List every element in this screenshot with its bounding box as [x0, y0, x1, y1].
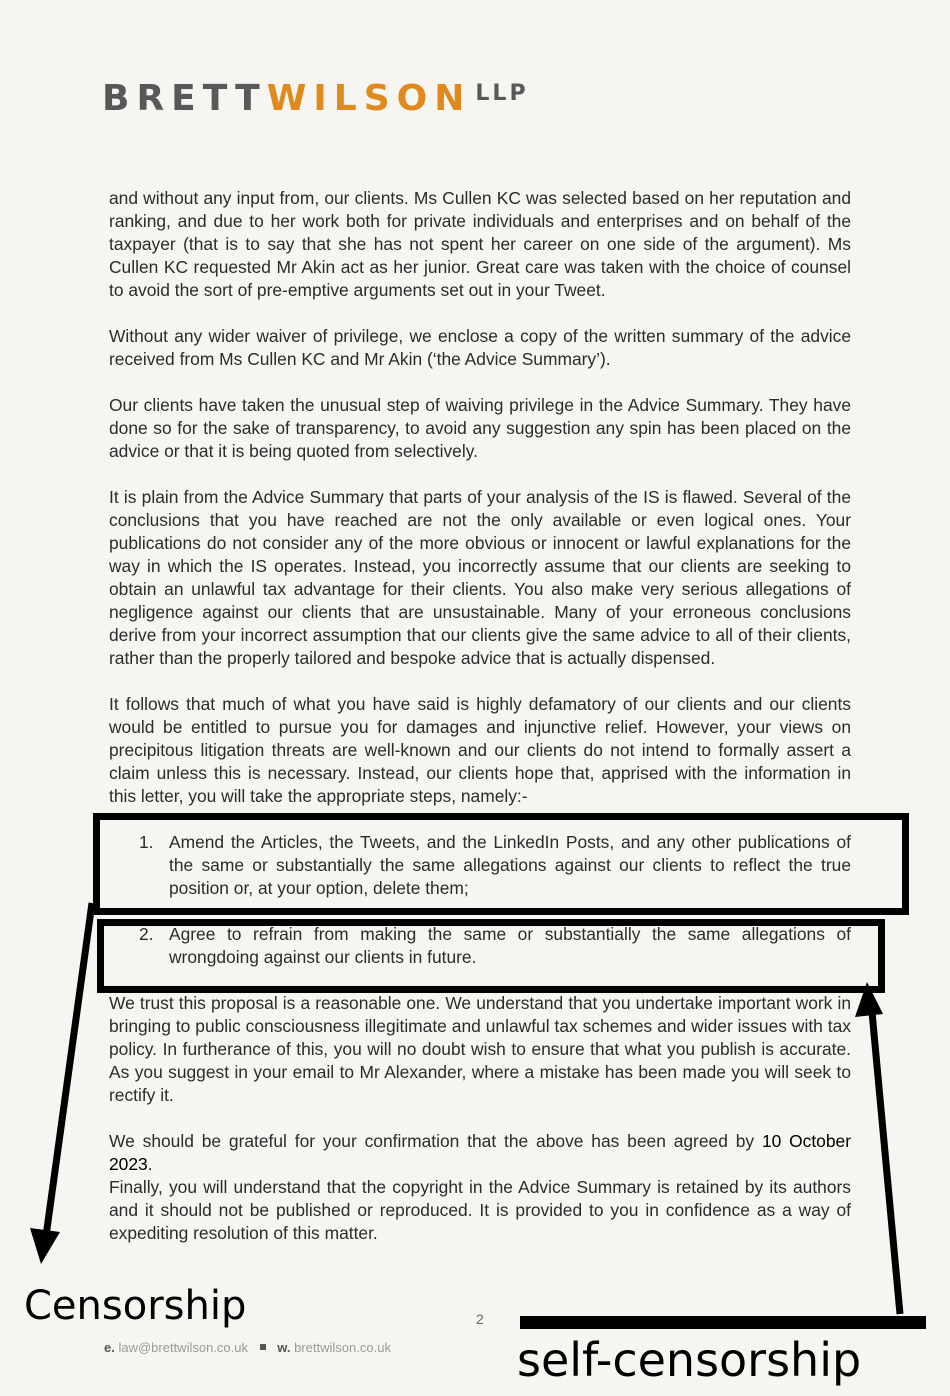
paragraph-proposal: We trust this proposal is a reasonable one. We understand that you undertake important work in bringing to public consciousness illegitimate and unlawful tax schemes and wider issues with tax policy. In furtherance of this, you will no doubt wish to ensure that what you publish is accurate. As you suggest in your email to Mr Alexander, where a mistake has been made you will seek to rectify it. [109, 993, 851, 1105]
footer-contact [104, 1340, 391, 1355]
web-label: w. [277, 1340, 291, 1355]
list-number: 2. [139, 924, 154, 944]
footer-separator [260, 1344, 266, 1350]
paragraph-defamatory: It follows that much of what you have said is highly defamatory of our clients and our clients would be entitled to pursue you for damages and injunctive relief. However, your views on precipitous litigation threats are well-known and our clients do not intend to formally assert a claim unless this is necessary. Instead, our clients hope that, apprised with the information in this letter, you will take the appropriate steps, namely:- [109, 694, 851, 806]
deadline-date: 10 October 2023 [109, 1131, 851, 1174]
logo-wilson: WILSON [266, 78, 472, 119]
logo-llp: LLP [475, 81, 529, 106]
censorship-label: Censorship [24, 1283, 247, 1329]
footer-website-link[interactable]: brettwilson.co.uk [294, 1340, 391, 1355]
self-censorship-label: self-censorship [517, 1333, 862, 1387]
paragraph-waiving: Our clients have taken the unusual step of waiving privilege in the Advice Summary. They have done so for the sake of transparency, to avoid any suggestion any spin has been placed on the advice or that it is being quoted from selectively. [109, 395, 851, 461]
paragraph-counsel: and without any input from, our clients. Ms Cullen KC was selected based on her reputation and ranking, and due to her work both for private individuals and enterprises and on behalf of the taxpayer (that is to say that she has not spent her career on one side of the argument). Ms Cullen KC requested Mr Akin act as her junior. Great care was taken with the choice of counsel to avoid the sort of pre-emptive arguments set out in your Tweet. [109, 188, 851, 300]
right-arrow [855, 982, 900, 1314]
left-arrow [30, 903, 92, 1264]
paragraph-privilege: Without any wider waiver of privilege, we enclose a copy of the written summary of the advice received from Ms Cullen KC and Mr Akin (‘the Advice Summary’). [109, 326, 851, 369]
list-number: 1. [139, 832, 154, 852]
confirmation-period: . [147, 1154, 153, 1174]
page-number: 2 [476, 1311, 484, 1327]
logo-brett: BRETT [102, 78, 267, 119]
footer-email-link[interactable]: law@brettwilson.co.uk [118, 1340, 248, 1355]
confirmation-text: We should be grateful for your confirmation that the above has been agreed by [109, 1131, 762, 1151]
paragraph-analysis: It is plain from the Advice Summary that parts of your analysis of the IS is flawed. Several of the conclusions that you have reached are not the only available or even logical ones. Your publications do not consider any of the more obvious or innocent or lawful explanations for the way in which the IS operates. Instead, you incorrectly assume that our clients are seeking to obtain an unlawful tax advantage for their clients. You also make very serious allegations of negligence against our clients that are unsustainable. Many of your erroneous conclusions derive from your incorrect assumption that our clients give the same advice to all of their clients, rather than the properly tailored and bespoke advice that is actually dispensed. [109, 487, 851, 668]
list-text: Agree to refrain from making the same or substantially the same allegations of wrongdoing against our clients in future. [169, 924, 851, 967]
email-label: e. [104, 1340, 115, 1355]
redaction-bar [520, 1316, 926, 1329]
list-text: Amend the Articles, the Tweets, and the LinkedIn Posts, and any other publications of the same or substantially the same allegations against our clients to reflect the true position or, at your option, delete them; [169, 832, 851, 898]
paragraph-copyright: Finally, you will understand that the copyright in the Advice Summary is retained by its authors and it should not be published or reproduced. It is provided to you in confidence as a way of expediting resolution of this matter. [109, 1177, 851, 1243]
